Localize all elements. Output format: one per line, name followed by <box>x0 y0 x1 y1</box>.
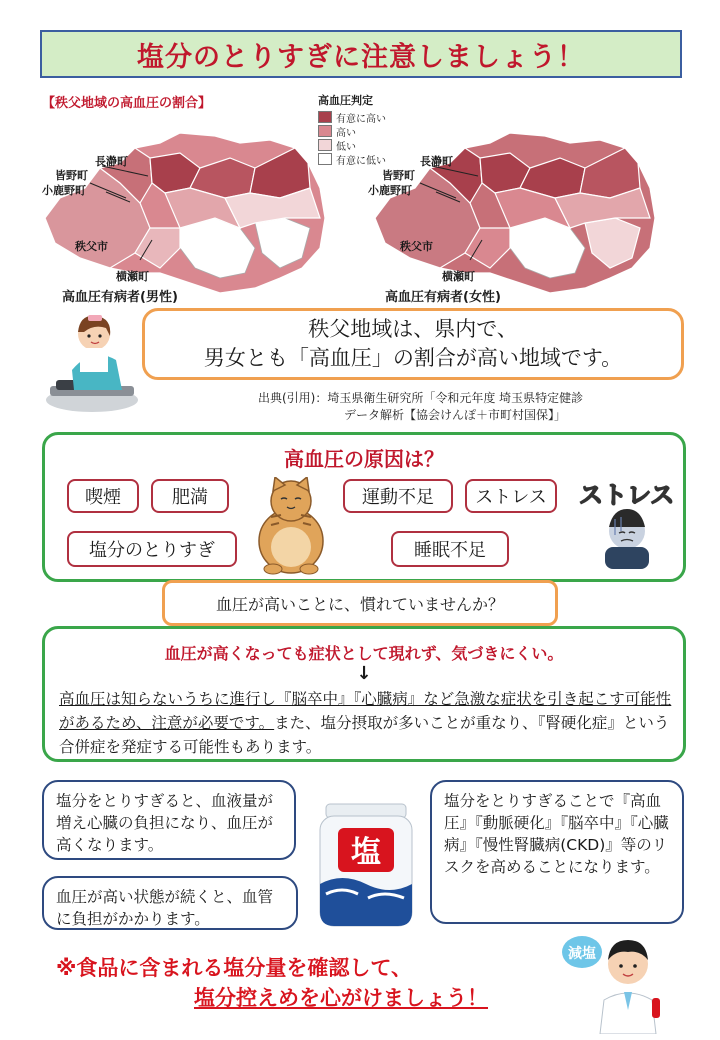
map-label-yokoze: 横瀬町 <box>442 270 475 283</box>
symptoms-box <box>42 626 686 762</box>
map-female <box>365 128 675 298</box>
salt-container-icon <box>312 800 420 930</box>
source-line-1: 出典(引用)：埼玉県衛生研究所「令和元年度 埼玉県特定健診 <box>258 391 584 405</box>
footer-line-1: ※食品に含まれる塩分量を確認して、 <box>56 956 412 980</box>
summary-box <box>142 308 684 380</box>
causes-title: 高血圧の原因は？ <box>284 447 444 471</box>
reduce-salt-label: 減塩 <box>568 946 596 962</box>
source-line-2: データ解析【協会けんぽ＋市町村国保】」 <box>344 408 567 422</box>
map-label-yokoze: 横瀬町 <box>116 270 149 283</box>
causes-box <box>42 432 686 582</box>
speech-bubble-risks: 塩分をとりすぎることで『高血圧』『動脈硬化』『脳卒中』『心臓病』『慢性腎臓病(CKD)』等のリスクを高めることになります。 <box>430 780 684 924</box>
cause-tag: 塩分のとりすぎ <box>67 531 237 567</box>
legend-title: 高血圧判定 <box>318 94 373 107</box>
map-caption-male: 高血圧有病者(男性) <box>62 290 178 305</box>
map-label-nagatoro: 長瀞町 <box>95 155 128 168</box>
stress-text: ストレス <box>579 481 675 509</box>
map-heading: 【秩父地域の高血圧の割合】 <box>42 96 212 111</box>
map-label-ogano: 小鹿野町 <box>42 184 86 197</box>
symptoms-headline: 血圧が高くなっても症状として現れず、気づきにくい。 <box>164 644 564 663</box>
cause-tag: ストレス <box>465 479 557 513</box>
map-label-chichibu: 秩父市 <box>400 240 433 253</box>
map-male <box>40 128 340 298</box>
legend-item: 低い <box>318 138 386 152</box>
map-label-chichibu: 秩父市 <box>75 240 108 253</box>
question-box: 血圧が高いことに、慣れていませんか？ <box>162 580 558 626</box>
symptoms-body <box>59 687 675 759</box>
nurse-blood-pressure-icon <box>44 310 140 414</box>
map-label-minano: 皆野町 <box>55 169 88 182</box>
map-label-minano: 皆野町 <box>382 169 415 182</box>
down-arrow-icon: ↓ <box>356 663 372 684</box>
cause-tag: 喫煙 <box>67 479 139 513</box>
cause-tag: 睡眠不足 <box>391 531 509 567</box>
legend-item: 有意に高い <box>318 110 386 124</box>
page-title: 塩分のとりすぎに注意しましょう！ <box>137 41 585 73</box>
summary-line-2: 男女とも「高血圧」の割合が高い地域です。 <box>203 346 623 370</box>
doctor-reduce-salt-icon <box>560 930 672 1034</box>
cause-tag: 運動不足 <box>343 479 453 513</box>
footer-line-2: 塩分控えめを心がけましょう！ <box>194 986 488 1010</box>
symptoms-body-part-3: また、塩分摂取が多いことが重なり、『腎硬化症』という合併症を発症する可能性もあります。 <box>59 714 670 756</box>
stress-person-icon <box>575 475 679 571</box>
cause-tag: 肥満 <box>151 479 229 513</box>
salt-label: 塩 <box>351 835 381 870</box>
title-banner <box>40 30 682 78</box>
map-label-nagatoro: 長瀞町 <box>420 155 453 168</box>
speech-bubble-vessels: 血圧が高い状態が続くと、血管に負担がかかります。 <box>42 876 298 930</box>
legend-item: 高い <box>318 124 386 138</box>
symptoms-body-part-1: 高血圧は知らないうちに進行し『脳卒中』『心臓病』など急激な症状を <box>59 690 548 708</box>
legend-item: 有意に低い <box>318 152 386 166</box>
fat-cat-icon <box>251 477 331 577</box>
symptoms-body-part-2: 引き起こす可能性があるため、注意が必要です。 <box>59 690 672 732</box>
legend-swatch <box>318 111 332 123</box>
source-citation <box>258 390 583 424</box>
speech-bubble-blood-volume: 塩分をとりすぎると、血液量が増え心臓の負担になり、血圧が高くなります。 <box>42 780 296 860</box>
summary-line-1: 秩父地域は、県内で、 <box>308 317 518 341</box>
map-caption-female: 高血圧有病者(女性) <box>385 290 501 305</box>
map-label-ogano: 小鹿野町 <box>368 184 412 197</box>
